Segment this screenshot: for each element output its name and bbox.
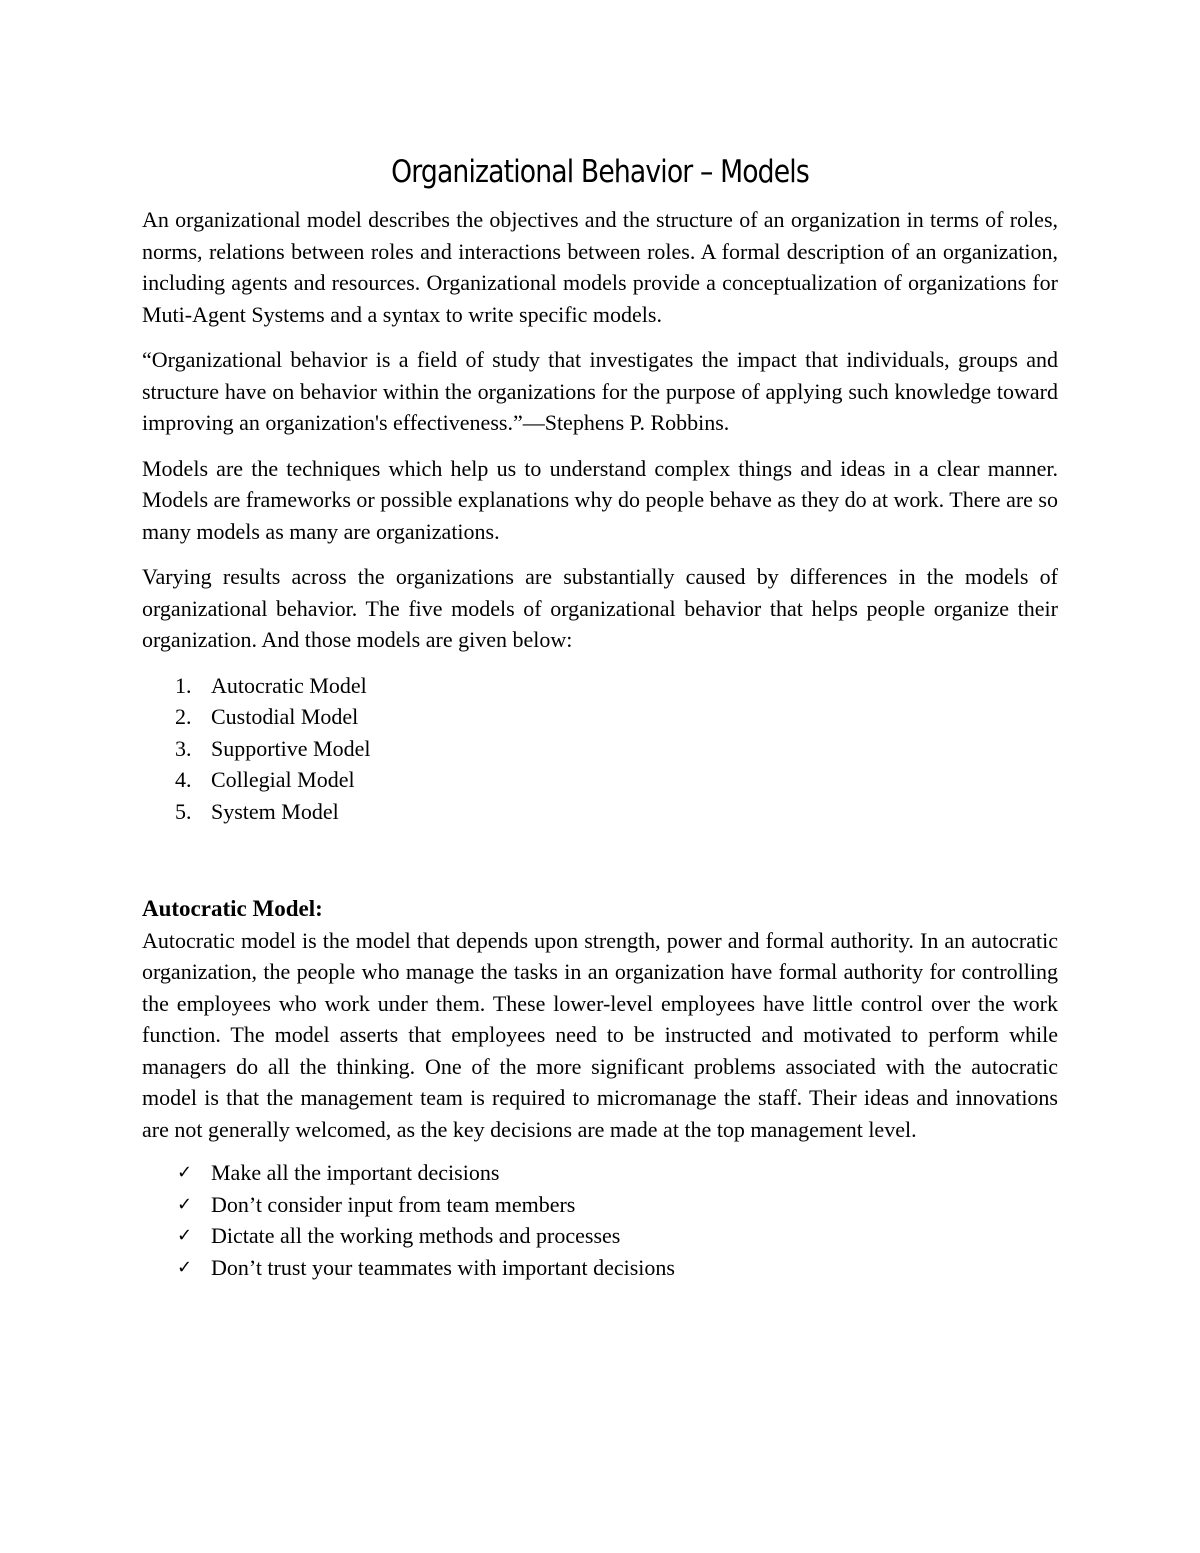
list-item [142,764,1058,796]
quote-paragraph: “Organizational behavior is a field of study that investigates the impact that individuals, groups and structure have on behavior within the organizations for the purpose of applying such knowledge toward improving an organization's effectiveness.”—Stephens P. Robbins. [142,347,1058,435]
checkmark-icon: ✓ [177,1256,193,1278]
autocratic-checklist [142,1157,1058,1283]
list-item-label: Custodial Model [211,704,359,729]
checkmark-icon: ✓ [177,1225,193,1246]
checklist-item-label: Don’t consider input from team members [211,1191,576,1217]
list-number: 5. [175,798,192,824]
list-number: 2. [175,704,192,729]
checklist-item [142,1220,1058,1252]
list-item-label: Autocratic Model [211,672,367,698]
list-item-label: System Model [211,798,339,824]
checklist-item-label: Dictate all the working methods and processes [211,1223,621,1248]
document-title: Organizational Behavior – Models [391,154,809,190]
models-list [142,670,1058,828]
checkmark-icon: ✓ [177,1162,193,1183]
list-number: 4. [175,767,192,792]
list-item [142,796,1058,828]
checklist-item [142,1157,1058,1189]
intro-paragraph: An organizational model describes the objectives and the structure of an organization in terms of roles, norms, relations between roles and interactions between roles. A formal description of an organization, including agents and resources. Organizational models provide a conceptualization of organizations for Muti-Agent Systems and a syntax to write specific models. [142,207,1058,327]
list-number: 1. [175,672,192,698]
document-page [142,150,1058,1283]
checkmark-icon: ✓ [177,1193,193,1215]
list-number: 3. [175,735,192,761]
section-heading-autocratic: Autocratic Model: [142,896,323,921]
list-item-label: Collegial Model [211,767,355,792]
autocratic-paragraph: Autocratic model is the model that depends upon strength, power and formal authority. In an autocratic organization, the people who manage the tasks in an organization have formal authority for controlling the employees who work under them. These lower-level employees have little control over the work function. The model asserts that employees need to be instructed and motivated to perform while managers do all the thinking. One of the more significant problems associated with the autocratic model is that the management team is required to micromanage the staff. Their ideas and innovations are not generally welcomed, as the key decisions are made at the top management level. [142,927,1058,1142]
checklist-item-label: Don’t trust your teammates with important decisions [211,1254,675,1280]
checklist-item-label: Make all the important decisions [211,1160,500,1185]
checklist-item [142,1189,1058,1221]
checklist-item [142,1252,1058,1284]
models-intro-paragraph: Varying results across the organizations are substantially caused by differences in the models of organizational behavior. The five models of organizational behavior that helps people organize their organization. And those models are given below: [142,564,1058,652]
list-item [142,701,1058,733]
list-item [142,733,1058,765]
models-definition-paragraph: Models are the techniques which help us to understand complex things and ideas in a clear manner. Models are frameworks or possible explanations why do people behave as they do at work. There are so many models as many are organizations. [142,455,1058,544]
list-item [142,670,1058,702]
list-item-label: Supportive Model [211,735,371,761]
